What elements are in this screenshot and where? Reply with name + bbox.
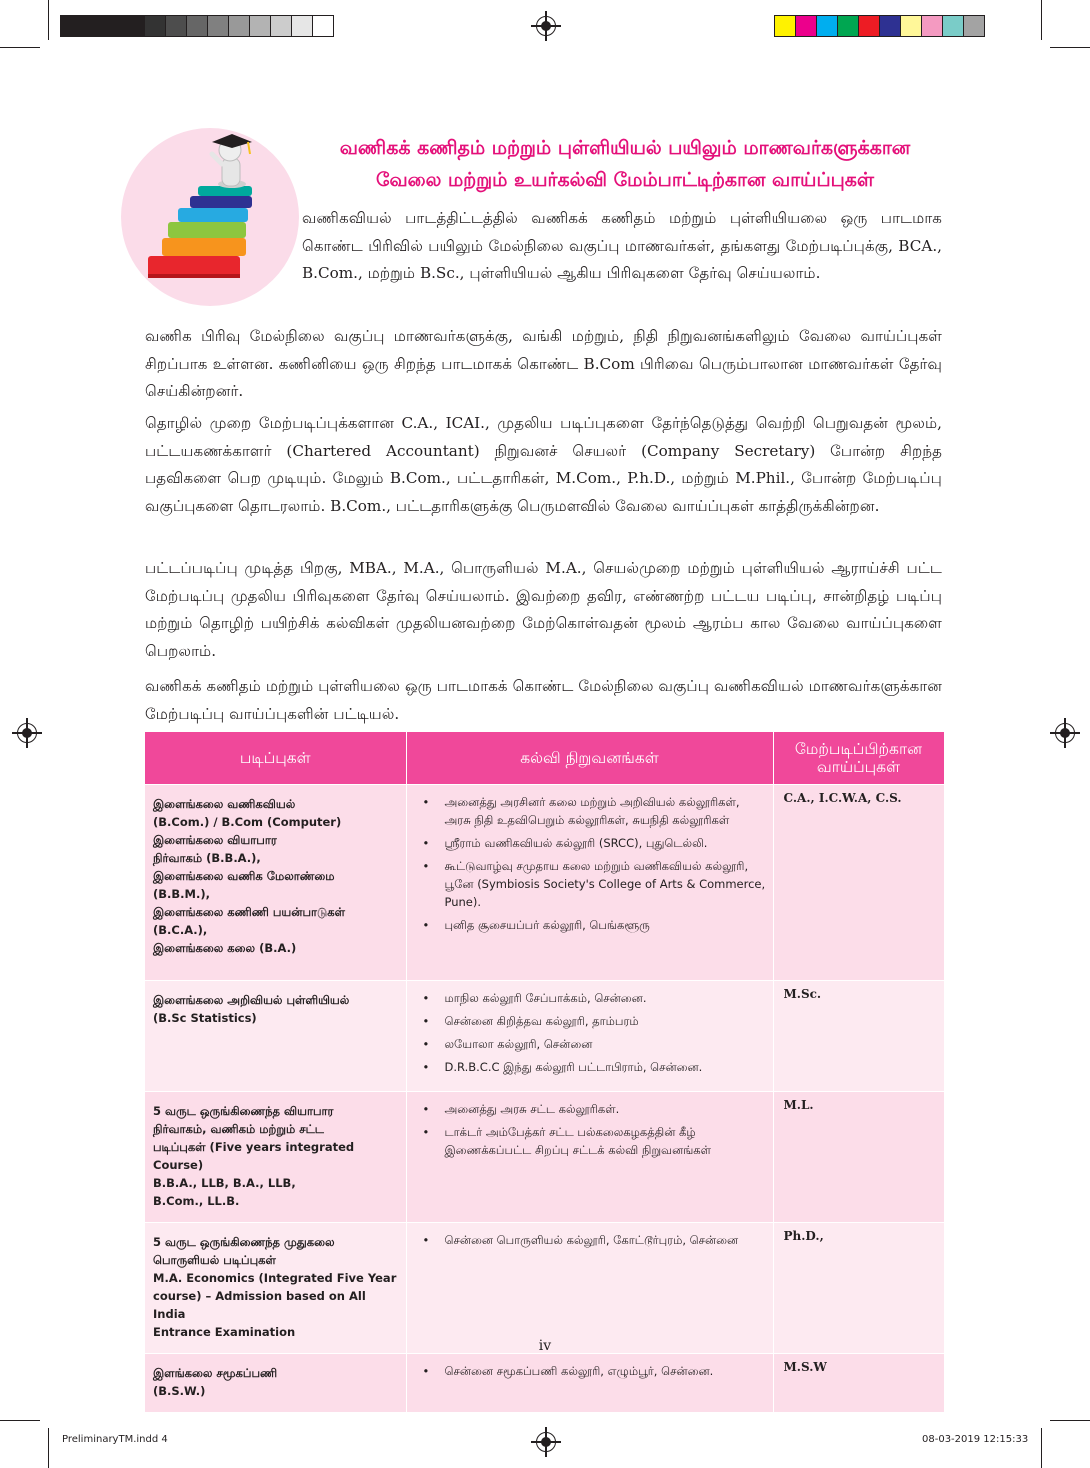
crop-mark xyxy=(1050,47,1090,48)
course-cell xyxy=(145,981,406,1092)
registration-mark-top xyxy=(536,16,556,36)
institutions-cell xyxy=(406,1092,773,1223)
course-cell xyxy=(145,1354,406,1413)
institution-list xyxy=(417,1231,767,1249)
crop-mark xyxy=(1041,0,1042,40)
intro-paragraph: வணிகவியல் பாடத்திட்டத்தில் வணிகக் கணிதம் மற்றும் புள்ளியியலை ஒரு பாடமாக கொண்ட பிரிவில் பயிலும் மேல்நிலை வகுப்பு மாணவர்கள், தங்களது மேற்படிப்புக்கு, BCA., B.Com., மற்றும் B.Sc., புள்ளியியல் ஆகிய பிரிவுகளை தேர்வு செய்யலாம். xyxy=(302,209,942,282)
process-color-bar xyxy=(774,15,985,37)
paragraph-postgraduate: பட்டப்படிப்பு முடித்த பிறகு, MBA., M.A., பொருளியல் M.A., செயல்முறை மற்றும் புள்ளியியல் ஆராய்ச்சி பட்ட மேற்படிப்பு முதலிய பிரிவுகளை தேர்வு செய்யலாம். இவற்றை தவிர, எண்ணற்ற பட்டய படிப்பு, சான்றிதழ் படிப்பு மற்றும் தொழிற் பயிற்சிக் கல்விகள் முதலியனவற்றை மேற்கொள்வதன் மூலம் ஆரம்ப கால வேலை வாய்ப்புகளை பெறலாம். xyxy=(145,559,942,660)
table-row xyxy=(145,785,944,981)
course-line: பொருளியல் படிப்புகள் xyxy=(153,1253,276,1267)
color-swatch xyxy=(880,16,901,36)
registration-mark-right xyxy=(1055,723,1075,743)
graduate-on-books-illustration xyxy=(140,128,290,288)
course-line: M.A. Economics (Integrated Five Year xyxy=(153,1271,397,1285)
institution-list xyxy=(417,989,767,1076)
color-swatch xyxy=(145,16,166,36)
course-line: (B.Com.) / B.Com (Computer) xyxy=(153,815,342,829)
color-swatch xyxy=(796,16,817,36)
color-swatch xyxy=(103,16,124,36)
color-swatch xyxy=(817,16,838,36)
registration-mark-bottom xyxy=(536,1432,556,1452)
color-swatch xyxy=(292,16,313,36)
institution-item: • லயோலா கல்லூரி, சென்னை xyxy=(417,1035,767,1053)
table-row xyxy=(145,981,944,1092)
opportunities-cell: M.S.W xyxy=(773,1354,944,1413)
course-line: B.Com., LL.B. xyxy=(153,1194,240,1208)
table-header-row xyxy=(145,732,944,785)
course-line: course) – Admission based on All India xyxy=(153,1289,366,1321)
opportunities-cell: M.L. xyxy=(773,1092,944,1223)
course-cell xyxy=(145,1223,406,1354)
course-line: இளைங்கலை கணிணி பயன்பாடுகள் xyxy=(153,905,346,919)
institutions-cell xyxy=(406,1354,773,1413)
course-line: படிப்புகள் (Five years integrated Course) xyxy=(153,1140,355,1172)
header-institutions: கல்வி நிறுவனங்கள் xyxy=(406,732,773,785)
opportunities-cell: Ph.D., xyxy=(773,1223,944,1354)
course-line: இளைங்கலை அறிவியல் புள்ளியியல் xyxy=(153,993,350,1007)
opportunities-cell: C.A., I.C.W.A, C.S. xyxy=(773,785,944,981)
institution-item: • D.R.B.C.C இந்து கல்லூரி பட்டாபிராம், சென்னை. xyxy=(417,1058,767,1076)
institution-item: • கூட்டுவாழ்வு சமுதாய கலை மற்றும் வணிகவியல் கல்லூரி, பூனே (Symbiosis Society's College of Arts & Commerce, Pune). xyxy=(417,857,767,911)
institutions-cell xyxy=(406,1223,773,1354)
section-heading xyxy=(280,132,970,196)
header-opportunities: மேற்படிப்பிற்கான வாய்ப்புகள் xyxy=(773,732,944,785)
paragraph-professional-courses: தொழில் முறை மேற்படிப்புக்களான C.A., ICAI., முதலிய படிப்புகளை தேர்ந்தெடுத்து வெற்றி பெறுவதன் மூலம், பட்டயகணக்காளர் (Chartered Accountant) நிறுவனச் செயலர் (Company Secretary) போன்ற சிறந்த பதவிகளை பெற முடியும். மேலும் B.Com., பட்டதாரிகள், M.Com., P.h.D., மற்றும் M.Phil., போன்ற மேற்படிப்பு வகுப்புகளை தொடரலாம். B.Com., பட்டதாரிகளுக்கு பெருமளவில் வேலை வாய்ப்புகள் காத்திருக்கின்றன. xyxy=(145,414,942,515)
crop-mark xyxy=(48,1428,49,1468)
table-row xyxy=(145,1223,944,1354)
career-guidance-table xyxy=(145,732,945,1412)
crop-mark xyxy=(1050,1420,1090,1421)
institution-item: • டாக்டர் அம்பேத்கர் சட்ட பல்கலைகழகத்தின் கீழ் இணைக்கப்பட்ட சிறப்பு சட்டக் கல்வி நிறுவனங்கள் xyxy=(417,1123,767,1159)
crop-mark xyxy=(0,47,40,48)
color-swatch xyxy=(82,16,103,36)
footer-timestamp: 08-03-2019 12:15:33 xyxy=(922,1434,1029,1445)
institution-item: • சென்னை பொருளியல் கல்லூரி, கோட்டூர்புரம், சென்னை xyxy=(417,1231,767,1249)
table-body xyxy=(145,785,944,1413)
color-swatch xyxy=(208,16,229,36)
institutions-cell xyxy=(406,785,773,981)
course-line: Entrance Examination xyxy=(153,1325,296,1339)
color-swatch xyxy=(964,16,984,36)
color-swatch xyxy=(124,16,145,36)
course-line: 5 வருட ஒருங்கிணைந்த வியாபார xyxy=(153,1104,334,1118)
table-row xyxy=(145,1354,944,1413)
course-line: (B.Sc Statistics) xyxy=(153,1011,257,1025)
course-line: நிர்வாகம் (B.B.A.), xyxy=(153,851,261,865)
crop-mark xyxy=(48,0,49,40)
course-line: இளைங்கலை கலை (B.A.) xyxy=(153,941,297,955)
course-line: 5 வருட ஒருங்கிணைந்த முதுகலை xyxy=(153,1235,335,1249)
color-swatch xyxy=(166,16,187,36)
color-swatch xyxy=(901,16,922,36)
color-swatch xyxy=(61,16,82,36)
header-courses: படிப்புகள் xyxy=(145,732,406,785)
table-row xyxy=(145,1092,944,1223)
crop-mark xyxy=(1041,1428,1042,1468)
course-line: நிர்வாகம், வணிகம் மற்றும் சட்ட xyxy=(153,1122,324,1136)
color-swatch xyxy=(313,16,333,36)
course-cell xyxy=(145,785,406,981)
institution-list xyxy=(417,793,767,934)
institution-item: • ஸ்ரீராம் வணிகவியல் கல்லூரி (SRCC), புதுடெல்லி. xyxy=(417,834,767,852)
course-line: (B.C.A.), xyxy=(153,923,208,937)
heading-line-2: வேலை மற்றும் உயர்கல்வி மேம்பாட்டிற்கான வாய்ப்புகள் xyxy=(375,169,875,191)
color-swatch xyxy=(859,16,880,36)
color-swatch xyxy=(229,16,250,36)
paragraph-jobs: வணிக பிரிவு மேல்நிலை வகுப்பு மாணவர்களுக்கு, வங்கி மற்றும், நிதி நிறுவனங்களிலும் வேலை வாய்ப்புகள் சிறப்பாக உள்ளன. கணினியை ஒரு சிறந்த பாடமாகக் கொண்ட B.Com பிரிவை பெரும்பாலான மாணவர்கள் தேர்வு செய்கின்றனர். xyxy=(145,327,942,400)
institution-item: • சென்னை கிறித்தவ கல்லூரி, தாம்பரம் xyxy=(417,1012,767,1030)
color-swatch xyxy=(271,16,292,36)
color-swatch xyxy=(775,16,796,36)
registration-mark-left xyxy=(17,723,37,743)
course-line: இளைங்கலை வணிக மேலாண்மை xyxy=(153,869,335,883)
color-swatch xyxy=(250,16,271,36)
course-cell xyxy=(145,1092,406,1223)
color-swatch xyxy=(922,16,943,36)
course-line: இளங்கலை சமூகப்பணி xyxy=(153,1366,278,1380)
course-line: (B.S.W.) xyxy=(153,1384,206,1398)
institution-list xyxy=(417,1100,767,1159)
institution-item: • புனித சூசையப்பர் கல்லூரி, பெங்களூரு xyxy=(417,916,767,934)
course-line: இளைங்கலை வணிகவியல் xyxy=(153,797,296,811)
crop-mark xyxy=(0,1420,40,1421)
course-line: B.B.A., LLB, B.A., LLB, xyxy=(153,1176,296,1190)
paragraph-table-intro: வணிகக் கணிதம் மற்றும் புள்ளியலை ஒரு பாடமாகக் கொண்ட மேல்நிலை வகுப்பு வணிகவியல் மாணவர்களுக்கான மேற்படிப்பு வாய்ப்புகளின் பட்டியல். xyxy=(145,677,942,723)
grayscale-color-bar xyxy=(60,15,334,37)
institution-item: • மாநில கல்லூரி சேப்பாக்கம், சென்னை. xyxy=(417,989,767,1007)
course-line: இளைங்கலை வியாபார xyxy=(153,833,277,847)
institution-list xyxy=(417,1362,767,1380)
course-line: (B.B.M.), xyxy=(153,887,210,901)
institution-item: • அனைத்து அரசினர் கலை மற்றும் அறிவியல் கல்லூரிகள், அரசு நிதி உதவிபெறும் கல்லூரிகள், சுயநிதி கல்லூரிகள் xyxy=(417,793,767,829)
institutions-cell xyxy=(406,981,773,1092)
page-number: iv xyxy=(538,1338,552,1354)
color-swatch xyxy=(187,16,208,36)
footer-filename: PreliminaryTM.indd 4 xyxy=(62,1434,168,1445)
opportunities-cell: M.Sc. xyxy=(773,981,944,1092)
heading-line-1: வணிகக் கணிதம் மற்றும் புள்ளியியல் பயிலும் மாணவர்களுக்கான xyxy=(339,137,911,159)
color-swatch xyxy=(838,16,859,36)
color-swatch xyxy=(943,16,964,36)
institution-item: • அனைத்து அரசு சட்ட கல்லூரிகள். xyxy=(417,1100,767,1118)
institution-item: • சென்னை சமூகப்பணி கல்லூரி, எழும்பூர், சென்னை. xyxy=(417,1362,767,1380)
